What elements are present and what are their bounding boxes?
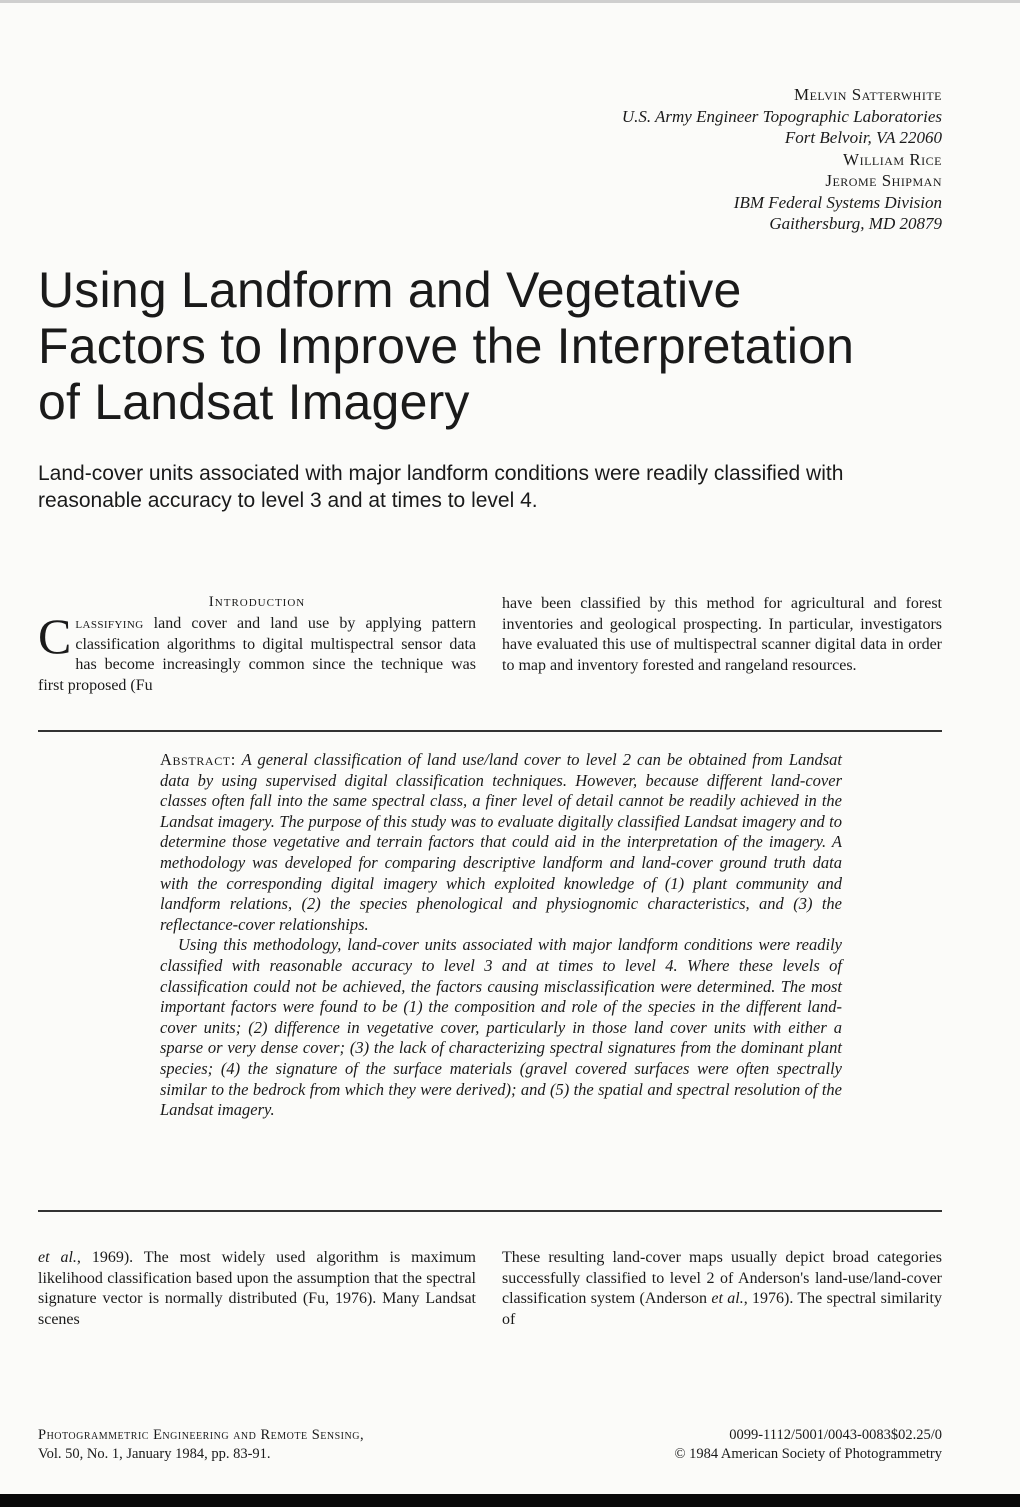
bottom-scan-edge	[0, 1494, 1020, 1507]
abstract-bottom-rule	[38, 1210, 942, 1212]
author-affiliation: U.S. Army Engineer Topographic Laboratories	[621, 106, 942, 126]
top-scan-edge	[0, 0, 1020, 3]
paper-title	[38, 262, 978, 430]
footer-citation	[38, 1426, 364, 1464]
article-code: 0099-1112/5001/0043-0083$02.25/0	[729, 1427, 942, 1443]
intro-text-right: have been classified by this method for agricultural and forest inventories and geological prospecting. In particular, investigators have evaluated this use of multispectral scanner digital data in order to map and inventory forested and rangeland resources.	[502, 595, 942, 674]
abstract-paragraph	[160, 750, 842, 935]
abstract-label: Abstract:	[160, 750, 236, 769]
abstract-block	[160, 750, 842, 1121]
author-name: William Rice	[843, 149, 942, 169]
footer-copyright	[674, 1426, 942, 1464]
title-line: Using Landform and Vegetative	[38, 262, 742, 318]
body-column-left	[38, 1248, 476, 1330]
title-line: Factors to Improve the Interpretation	[38, 318, 855, 374]
title-line: of Landsat Imagery	[38, 374, 470, 430]
body-text: , 1969). The most widely used algorithm is maximum likelihood classification based upon the assumption that the spectral signature vector is normally distributed (Fu, 1976). Many Landsat scenes	[38, 1249, 476, 1328]
intro-text-left: land cover and land use by applying pattern classification algorithms to digital multispectral sensor data has become increasingly common since the technique was first proposed (Fu	[38, 615, 477, 694]
body-text: These resulting land-cover maps usually depict broad categories successfully classified to level 2 of Anderson's land-use/land-cover classification system (Anderson	[502, 1249, 942, 1307]
journal-name: Photogrammetric Engineering and Remote Sensing,	[38, 1427, 365, 1443]
intro-lead-word: lassifying	[75, 615, 144, 632]
drop-cap: C	[38, 608, 72, 664]
section-heading-introduction: Introduction	[208, 594, 306, 610]
etal: et al.	[38, 1249, 77, 1266]
abstract-paragraph: Using this methodology, land-cover units associated with major landform conditions were readily classified with reasonable accuracy to level 3 and at times to level 4. Where these levels of classification could not be achieved, the factors causing misclassification were determined. The most important factors were found to be (1) the composition and role of the species in the different land-cover units; (2) difference in vegetative cover, particularly in those land cover units with either a sparse or very dense cover; (3) the lack of characterizing spectral signatures from the dominant plant species; (4) the signature of the surface materials (gravel covered surfaces were often spectrally similar to the bedrock from which they were derived); and (5) the spatial and spectral resolution of the Landsat imagery.	[160, 935, 842, 1120]
author-name: Melvin Satterwhite	[793, 85, 942, 104]
intro-column-left	[38, 608, 477, 696]
author-affiliation: IBM Federal Systems Division	[733, 192, 942, 212]
author-address: Gaithersburg, MD 20879	[769, 214, 942, 233]
volume-info: Vol. 50, No. 1, January 1984, pp. 83-91.	[38, 1446, 271, 1462]
copyright-notice: © 1984 American Society of Photogrammetry	[674, 1446, 942, 1462]
author-address: Fort Belvoir, VA 22060	[784, 128, 942, 147]
paper-subtitle: Land-cover units associated with major landform conditions were readily classified with reasonable accuracy to level 3 and at times to level 4.	[38, 462, 844, 512]
author-block	[622, 84, 942, 235]
abstract-text: A general classification of land use/land cover to level 2 can be obtained from Landsat data by using supervised digital classification techniques. However, because different land-cover classes often fall into the same spectral class, a finer level of detail cannot be readily achieved in the Landsat imagery. The purpose of this study was to evaluate digitally classified Landsat imagery and to determine those vegetative and terrain factors that could aid in the interpretation of the imagery. A methodology was developed for comparing descriptive landform and land-cover ground truth data with the corresponding digital imagery which exploited knowledge of (1) plant community and landform relations, (2) the species phenological and physiognomic characteristics, and (3) the reflectance-cover relationships.	[160, 750, 842, 934]
abstract-top-rule	[38, 730, 942, 732]
author-name: Jerome Shipman	[825, 171, 942, 190]
body-column-right	[502, 1248, 942, 1330]
etal: et al.	[711, 1290, 744, 1307]
intro-column-right	[502, 594, 942, 676]
body-text: , 1976). The spectral similarity of	[502, 1290, 942, 1328]
